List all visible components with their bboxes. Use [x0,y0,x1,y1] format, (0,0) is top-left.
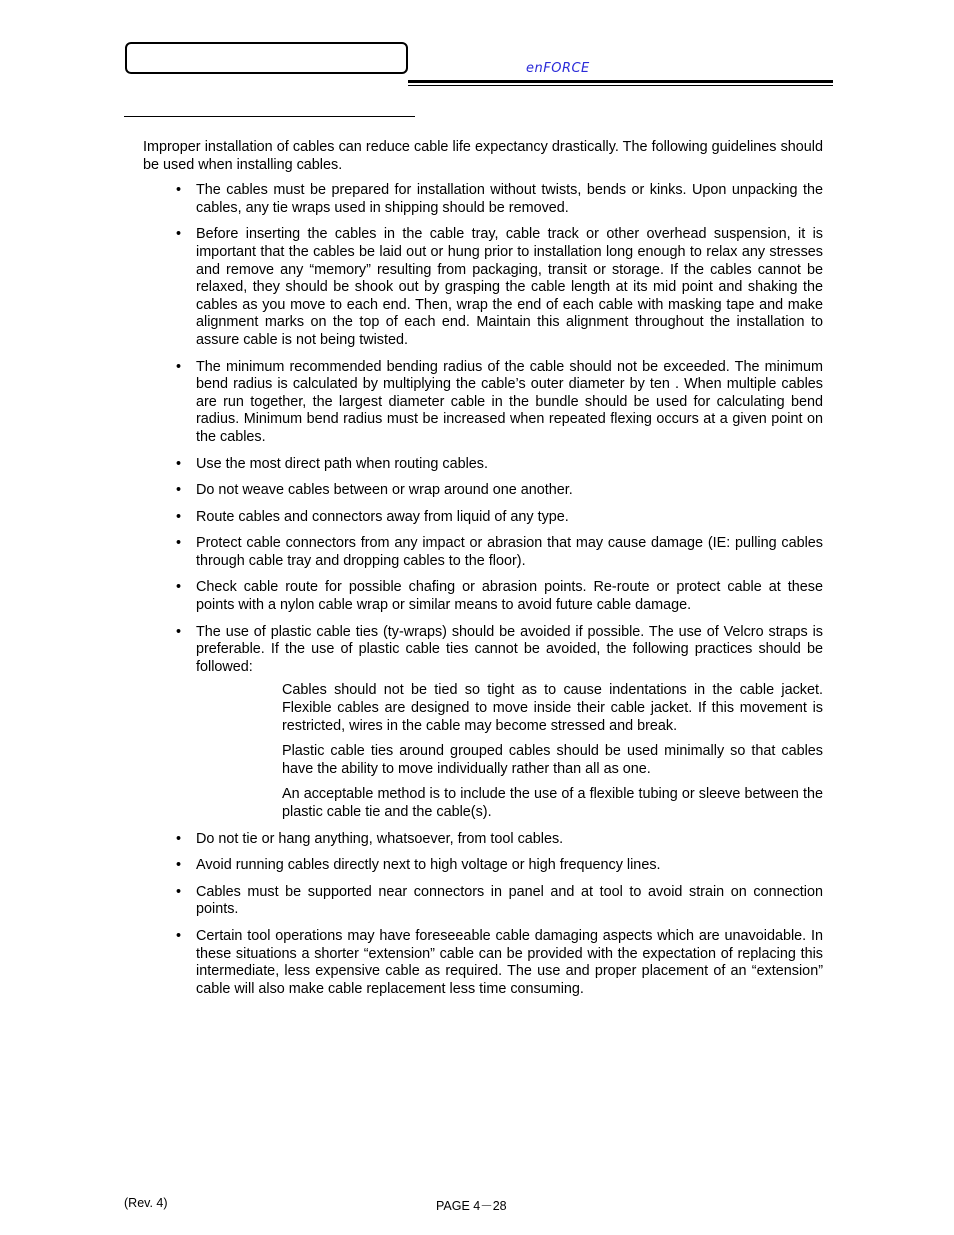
header-rule-thin [408,85,833,86]
list-item: • Protect cable connectors from any impact or abrasion that may cause damage (IE: pulling cables through cable tray and dropping cables to the floor). [196,535,823,570]
list-item: • The minimum recommended bending radius of the cable should not be exceeded. The minimum bend radius is calculated by multiplying the cable’s outer diameter by ten . When multiple cables are run together, the largest diameter cable in the bundle should be used for calculating bend radius. Minimum bend radius must be increased when repeated flexing occurs at a given point on the cables. [196,359,823,447]
document-body [143,139,823,1007]
guideline-list [143,182,823,998]
section-heading-underline [124,116,415,117]
list-item: • Do not tie or hang anything, whatsoever, from tool cables. [196,831,823,849]
list-item: • Do not weave cables between or wrap around one another. [196,482,823,500]
cable-ties-text: The use of plastic cable ties (ty-wraps) should be avoided if possible. The use of Velcro straps is preferable. If the use of plastic cable ties cannot be avoided, the following practices should be followed: [196,623,823,675]
sub-item: Cables should not be tied so tight as to cause indentations in the cable jacket. Flexible cables are designed to move inside their cable jacket. If this movement is restricted, wires in the cable may become stressed and break. [282,682,823,734]
list-item: • The cables must be prepared for installation without twists, bends or kinks. Upon unpacking the cables, any tie wraps used in shipping should be removed. [196,182,823,217]
list-item: • Avoid running cables directly next to high voltage or high frequency lines. [196,857,823,875]
footer-revision: (Rev. 4) [124,1196,168,1210]
list-item: • Use the most direct path when routing cables. [196,456,823,474]
list-item: • Cables must be supported near connectors in panel and at tool to avoid strain on connection points. [196,884,823,919]
sub-item: Plastic cable ties around grouped cables should be used minimally so that cables have the ability to move individually rather than all as one. [282,743,823,777]
header-rule-thick [408,80,833,83]
list-item: • Route cables and connectors away from liquid of any type. [196,509,823,527]
sub-item: An acceptable method is to include the use of a flexible tubing or sleeve between the plastic cable tie and the cable(s). [282,786,823,820]
footer-page-number: PAGE 4－28 [436,1199,507,1213]
list-item: • Before inserting the cables in the cable tray, cable track or other overhead suspension, it is important that the cables be laid out or hung prior to installation long enough to relax any stresses and remove any “memory” resulting from packaging, transit or storage. If the cables cannot be relaxed, they should be shook out by grasping the cable length at its mid point and shaking the cables as you move to each end. Then, wrap the end of each cable with masking tape and make alignment marks on the top of each end. Maintain this alignment throughout the installation to assure cable is not being twisted. [196,226,823,349]
list-item: • Check cable route for possible chafing or abrasion points. Re-route or protect cable at these points with a nylon cable wrap or similar means to avoid future cable damage. [196,579,823,614]
cable-ties-practices [282,682,823,821]
list-item: • Certain tool operations may have foreseeable cable damaging aspects which are unavoidable. In these situations a shorter “extension” cable can be provided with the expectation of replacing this intermediate, less expensive cable as required. The use and proper placement of an “extension” cable will also make cable replacement less time consuming. [196,928,823,998]
list-item-cable-ties [196,624,823,822]
enforce-logo: enFORCE [526,61,590,76]
header-title-box [125,42,408,74]
intro-paragraph: Improper installation of cables can reduce cable life expectancy drastically. The following guidelines should be used when installing cables. [143,139,823,173]
